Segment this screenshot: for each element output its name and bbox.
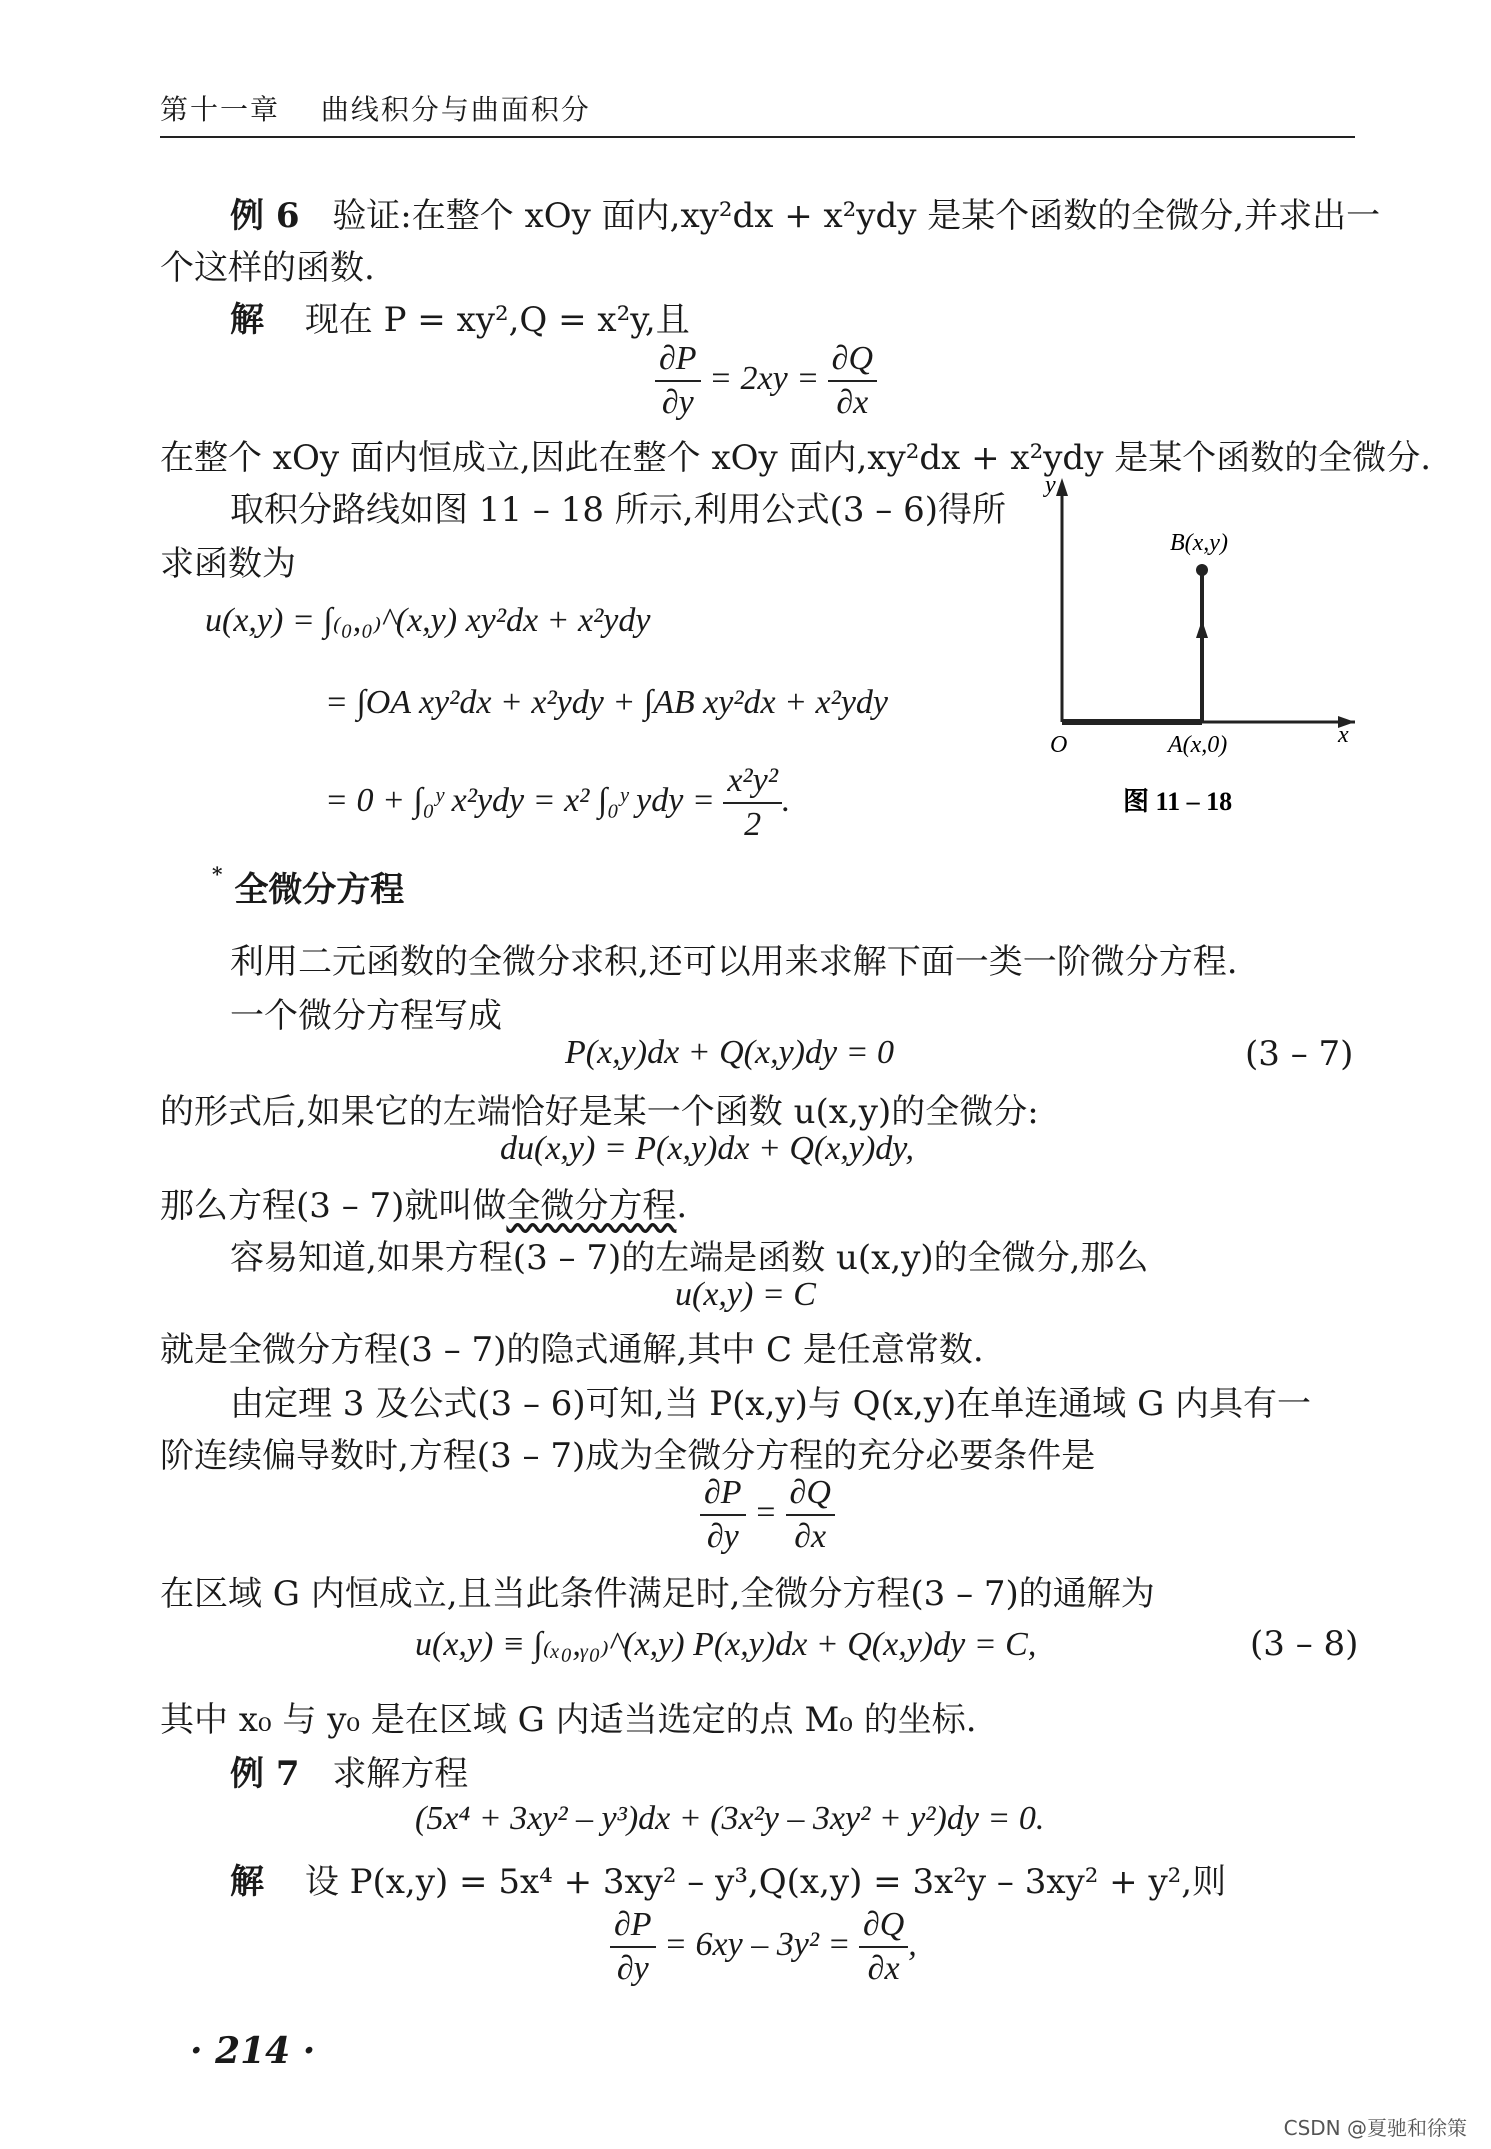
equation-du: du(x,y) = P(x,y)dx + Q(x,y)dy, bbox=[500, 1130, 914, 1167]
integral-line2: = ∫OA xy²dx + x²ydy + ∫AB xy²dx + x²ydy bbox=[325, 684, 889, 721]
label-x: x bbox=[1338, 722, 1349, 748]
fraction-dQ-dx: $\frac{\partial Q}{\partial x}$ bbox=[828, 340, 877, 422]
body-p10: 其中 x₀ 与 y₀ 是在区域 G 内适当选定的点 M₀ 的坐标. bbox=[160, 1700, 977, 1740]
body-p5: 容易知道,如果方程(3 – 7)的左端是函数 u(x,y)的全微分,那么 bbox=[230, 1238, 1149, 1278]
solution-7-text: 设 P(x,y) = 5x⁴ + 3xy² – y³,Q(x,y) = 3x²y – 3xy² + y²,则 bbox=[304, 1862, 1227, 1902]
label-o: O bbox=[1050, 732, 1068, 758]
running-header bbox=[160, 88, 591, 128]
body-p6: 就是全微分方程(3 – 7)的隐式通解,其中 C 是任意常数. bbox=[160, 1330, 984, 1370]
integral-line3: = 0 + ∫₀ʸ x²ydy = x² ∫₀ʸ ydy = $\frac{\text{x²y²}}{2}$ . bbox=[325, 762, 791, 843]
header-rule bbox=[160, 136, 1355, 138]
label-a: A(x,0) bbox=[1168, 732, 1228, 758]
equation-3-8-number: (3 – 8) bbox=[1250, 1624, 1359, 1664]
chapter-title: 曲线积分与曲面积分 bbox=[320, 93, 591, 126]
fraction-dQ-dx-3: $\frac{\partial Q}{\partial x}$ bbox=[859, 1906, 908, 1988]
figure-caption: 图 11 – 18 bbox=[1123, 787, 1233, 816]
page-number: · 214 · bbox=[190, 2030, 316, 2072]
equation-middle: = 2xy = bbox=[709, 359, 820, 397]
integral-line1: u(x,y) = ∫₍₀,₀₎^(x,y) xy²dx + x²ydy bbox=[205, 602, 651, 639]
body-p9: 在区域 G 内恒成立,且当此条件满足时,全微分方程(3 – 7)的通解为 bbox=[160, 1574, 1155, 1614]
term-total-differential-equation: 全微分方程 bbox=[506, 1186, 677, 1226]
body-p8: 阶连续偏导数时,方程(3 – 7)成为全微分方程的充分必要条件是 bbox=[160, 1436, 1096, 1476]
fraction-result: $\frac{\text{x²y²}}{2}$ bbox=[723, 762, 782, 844]
fraction-dP-dy: $\frac{\partial P}{\partial y}$ bbox=[655, 340, 701, 422]
solution-label: 解 bbox=[230, 300, 264, 340]
example-7-text: 求解方程 bbox=[332, 1754, 469, 1794]
equation-condition: $\frac{\partial P}{\partial y}$ = $\frac{\partial Q}{\partial x}$ bbox=[700, 1474, 835, 1556]
equation-3-7-number: (3 – 7) bbox=[1245, 1034, 1354, 1074]
example-6-text: 验证:在整个 xOy 面内,xy²dx + x²ydy 是某个函数的全微分,并求出一 bbox=[332, 196, 1381, 236]
chapter-number: 第十一章 bbox=[160, 93, 281, 126]
body-p4-text: 那么方程(3 – 7)就叫做 bbox=[160, 1186, 507, 1226]
section-title: 全微分方程 bbox=[234, 870, 405, 910]
example-6-line2: 个这样的函数. bbox=[160, 248, 375, 288]
watermark: CSDN @夏驰和徐策 bbox=[1283, 2116, 1467, 2140]
solution-7-label: 解 bbox=[230, 1862, 264, 1902]
label-y: y bbox=[1045, 472, 1056, 498]
body-p1: 利用二元函数的全微分求积,还可以用来求解下面一类一阶微分方程. bbox=[230, 942, 1238, 982]
body-p4-period: . bbox=[676, 1186, 688, 1226]
equation-partial-1 bbox=[655, 340, 877, 422]
section-heading bbox=[212, 862, 404, 911]
equation-partial-2-middle: = 6xy – 3y² = bbox=[664, 1925, 851, 1963]
example-7-equation: (5x⁴ + 3xy² – y³)dx + (3x²y – 3xy² + y²)dy = 0. bbox=[415, 1800, 1045, 1837]
y-axis-arrow-icon bbox=[1056, 478, 1068, 496]
figure-11-18 bbox=[1020, 470, 1370, 840]
body-p4 bbox=[160, 1178, 687, 1227]
example-6-line1 bbox=[230, 188, 1380, 237]
label-b: B(x,y) bbox=[1170, 530, 1228, 556]
fraction-dQ-dx-2: $\frac{\partial Q}{\partial x}$ bbox=[786, 1474, 835, 1556]
point-B bbox=[1196, 564, 1208, 576]
fraction-dP-dy-3: $\frac{\partial P}{\partial y}$ bbox=[610, 1906, 656, 1988]
path-arrow-icon bbox=[1196, 620, 1208, 638]
body-p7: 由定理 3 及公式(3 – 6)可知,当 P(x,y)与 Q(x,y)在单连通域 G 内具有一 bbox=[230, 1384, 1312, 1424]
equation-partial-2 bbox=[610, 1906, 917, 1988]
fraction-dP-dy-2: $\frac{\partial P}{\partial y}$ bbox=[700, 1474, 746, 1556]
equation-partial-2-end: , bbox=[908, 1925, 917, 1963]
example-6-label: 例 6 bbox=[230, 196, 300, 236]
equation-3-7: P(x,y)dx + Q(x,y)dy = 0 bbox=[565, 1034, 895, 1071]
paragraph-line5: 求函数为 bbox=[160, 544, 296, 584]
example-7-label: 例 7 bbox=[230, 1754, 300, 1794]
integral-line3-text: = 0 + ∫₀ʸ x²ydy = x² ∫₀ʸ ydy = bbox=[325, 781, 715, 819]
paragraph-line4: 取积分路线如图 11 – 18 所示,利用公式(3 – 6)得所 bbox=[230, 490, 1006, 530]
solution-7-line bbox=[230, 1854, 1226, 1903]
equation-3-8: u(x,y) ≡ ∫₍ₓ₀,ᵧ₀₎^(x,y) P(x,y)dx + Q(x,y)dy = C, bbox=[415, 1626, 1037, 1663]
paragraph-line3: 在整个 xOy 面内恒成立,因此在整个 xOy 面内,xy²dx + x²ydy 是某个函数的全微分. bbox=[160, 438, 1432, 478]
body-p3: 的形式后,如果它的左端恰好是某一个函数 u(x,y)的全微分: bbox=[160, 1092, 1039, 1132]
solution-text: 现在 P = xy²,Q = x²y,且 bbox=[304, 300, 690, 340]
example-7-line bbox=[230, 1746, 468, 1795]
equation-u-c: u(x,y) = C bbox=[675, 1276, 816, 1313]
body-p2: 一个微分方程写成 bbox=[230, 996, 502, 1036]
solution-6-line bbox=[230, 292, 690, 341]
section-marker: * bbox=[212, 862, 223, 886]
